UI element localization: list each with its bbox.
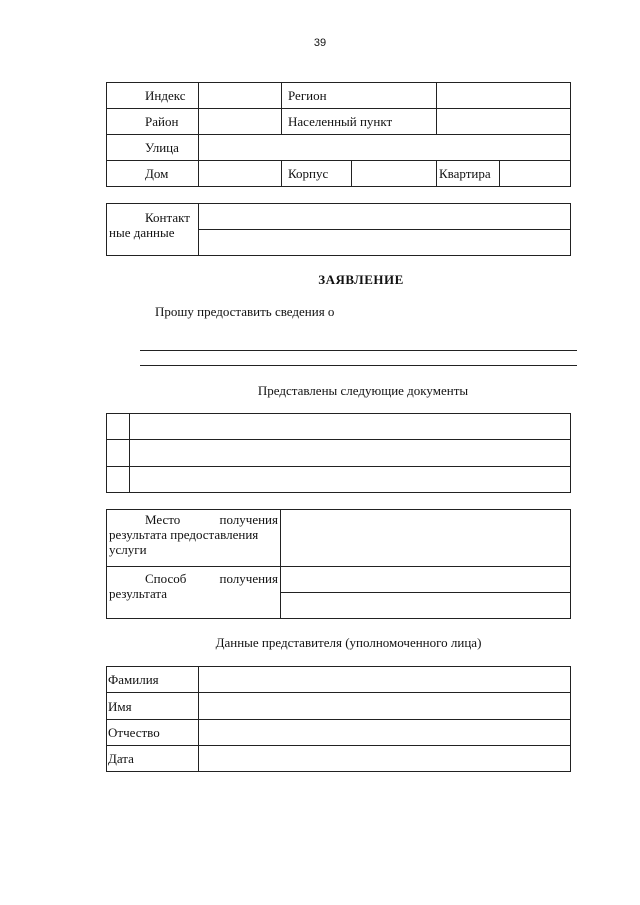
document-number-cell	[107, 467, 130, 493]
index-field[interactable]	[199, 83, 282, 109]
document-number-cell	[107, 414, 130, 440]
contact-field-2[interactable]	[199, 230, 571, 256]
request-line-1[interactable]	[140, 350, 577, 351]
result-place-label	[107, 510, 281, 567]
document-number-cell	[107, 440, 130, 467]
application-title: ЗАЯВЛЕНИЕ	[318, 272, 404, 287]
request-line-2[interactable]	[140, 365, 577, 366]
surname-field[interactable]	[199, 667, 571, 693]
result-method-word-1: Способ	[145, 571, 187, 586]
documents-table	[106, 413, 571, 493]
date-field[interactable]	[199, 746, 571, 772]
result-place-word-2: получения	[219, 512, 278, 527]
index-label: Индекс	[107, 83, 199, 109]
result-method-line2: результата	[109, 586, 168, 601]
locality-label: Населенный пункт	[282, 109, 437, 135]
date-label: Дата	[107, 746, 199, 772]
page-number: 39	[313, 37, 327, 49]
contact-table	[106, 203, 571, 256]
result-method-word-2: получения	[219, 571, 278, 586]
region-field[interactable]	[437, 83, 571, 109]
apartment-field[interactable]	[500, 161, 571, 187]
contact-label	[107, 204, 199, 256]
surname-label: Фамилия	[107, 667, 199, 693]
apartment-label: Квартира	[437, 161, 500, 187]
documents-heading: Представлены следующие документы	[257, 383, 469, 398]
contact-field-1[interactable]	[199, 204, 571, 230]
region-label: Регион	[282, 83, 437, 109]
result-method-field-1[interactable]	[281, 567, 571, 593]
document-field[interactable]	[130, 440, 571, 467]
request-text: Прошу предоставить сведения о	[155, 304, 335, 319]
patronymic-field[interactable]	[199, 720, 571, 746]
result-method-field-2[interactable]	[281, 593, 571, 619]
result-method-label	[107, 567, 281, 619]
representative-heading: Данные представителя (уполномоченного лица)	[215, 635, 482, 650]
name-label: Имя	[107, 693, 199, 720]
representative-table	[106, 666, 571, 772]
house-label: Дом	[107, 161, 199, 187]
locality-field[interactable]	[437, 109, 571, 135]
house-field[interactable]	[199, 161, 282, 187]
street-field[interactable]	[199, 135, 571, 161]
result-place-line3: услуги	[109, 542, 147, 557]
result-place-word-1: Место	[145, 512, 181, 527]
result-place-field[interactable]	[281, 510, 571, 567]
name-field[interactable]	[199, 693, 571, 720]
building-field[interactable]	[352, 161, 437, 187]
district-label: Район	[107, 109, 199, 135]
contact-label-line1: Контакт	[145, 210, 190, 225]
result-place-line2: результата предоставления	[109, 527, 259, 542]
address-table	[106, 82, 571, 187]
document-field[interactable]	[130, 467, 571, 493]
document-field[interactable]	[130, 414, 571, 440]
street-label: Улица	[107, 135, 199, 161]
district-field[interactable]	[199, 109, 282, 135]
patronymic-label: Отчество	[107, 720, 199, 746]
contact-label-line2: ные данные	[109, 225, 175, 240]
result-table	[106, 509, 571, 619]
building-label: Корпус	[282, 161, 352, 187]
